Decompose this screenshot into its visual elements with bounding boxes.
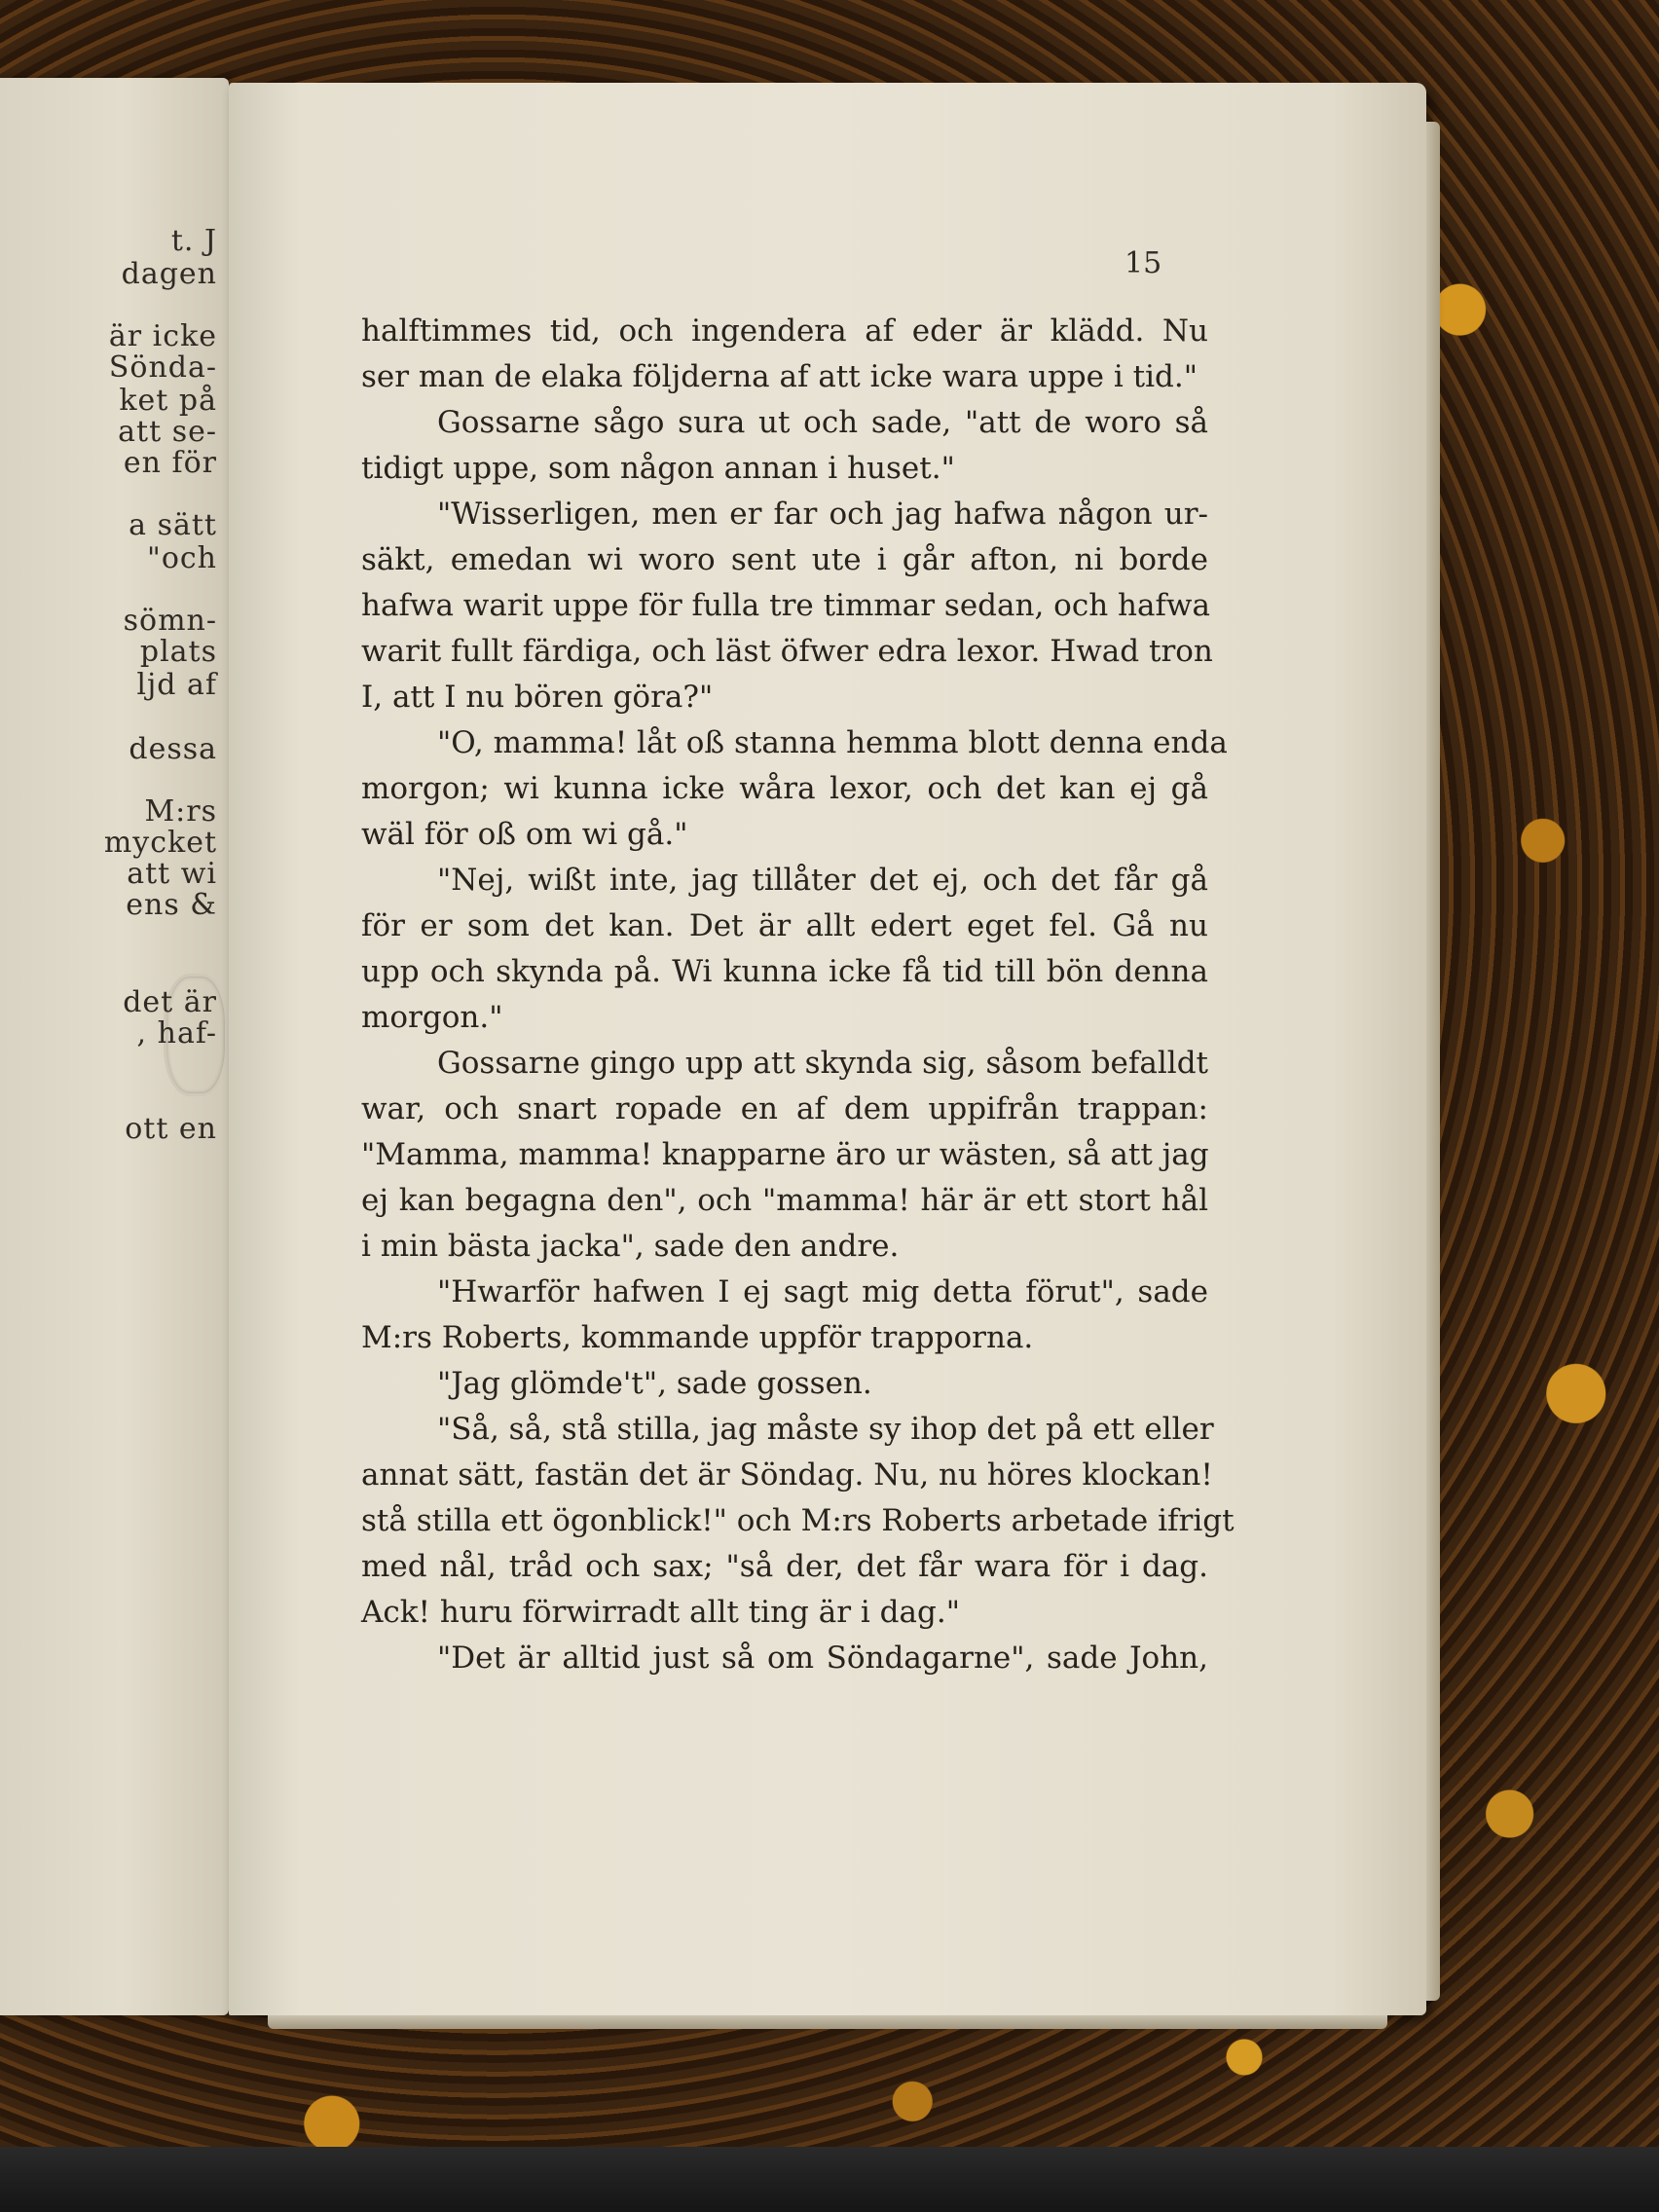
body-text xyxy=(361,309,1235,1681)
left-page-line: är icke xyxy=(108,319,217,353)
text-line: säkt, emedan wi woro sent ute i går afton, ni borde xyxy=(361,542,1208,577)
page-number: 15 xyxy=(1124,246,1162,280)
left-page-line: t. J xyxy=(170,224,217,258)
text-line: morgon." xyxy=(361,1000,503,1035)
left-page-line: Sönda- xyxy=(108,350,217,385)
text-line: i min bästa jacka", sade den andre. xyxy=(361,1229,900,1264)
text-line: wäl för oß om wi gå." xyxy=(361,817,688,852)
right-page xyxy=(229,83,1426,2015)
left-page-line: ljd af xyxy=(136,668,217,702)
left-page-line: att se- xyxy=(118,415,217,449)
left-page xyxy=(0,78,229,2015)
left-page-line: en för xyxy=(123,446,217,480)
left-page-line: dessa xyxy=(129,732,217,766)
text-line: "Nej, wißt inte, jag tillåter det ej, och det får gå xyxy=(437,863,1208,898)
text-line: halftimmes tid, och ingendera af eder är klädd. Nu xyxy=(361,313,1208,349)
desk-surface xyxy=(0,2147,1659,2212)
left-page-line: ket på xyxy=(119,384,217,418)
left-page-line: ott en xyxy=(125,1112,217,1146)
left-page-line: dagen xyxy=(121,257,217,291)
left-page-line: det är xyxy=(123,985,217,1019)
page-edge-bottom xyxy=(268,2015,1387,2029)
text-line: för er som det kan. Det är allt edert eget fel. Gå nu xyxy=(361,908,1208,943)
text-line: warit fullt färdiga, och läst öfwer edra lexor. Hwad tron xyxy=(361,634,1213,669)
text-line: tidigt uppe, som någon annan i huset." xyxy=(361,451,955,486)
text-line: "Mamma, mamma! knapparne äro ur wästen, så att jag xyxy=(361,1137,1209,1172)
text-line: Gossarne sågo sura ut och sade, "att de woro så xyxy=(437,405,1208,440)
text-line: Ack! huru förwirradt allt ting är i dag." xyxy=(361,1595,960,1630)
text-line: "Jag glömde't", sade gossen. xyxy=(437,1366,872,1401)
text-line: M:rs Roberts, kommande uppför trapporna. xyxy=(361,1320,1034,1355)
page-edge-right xyxy=(1426,122,1440,2001)
left-page-line: a sätt xyxy=(129,508,217,542)
text-line: "Det är alltid just så om Söndagarne", sade John, xyxy=(437,1641,1208,1676)
text-line: hafwa warit uppe för fulla tre timmar sedan, och hafwa xyxy=(361,588,1210,623)
left-page-line: , haf- xyxy=(136,1016,217,1051)
text-line: stå stilla ett ögonblick!" och M:rs Roberts arbetade ifrigt xyxy=(361,1503,1235,1538)
text-line: "Så, så, stå stilla, jag måste sy ihop det på ett eller xyxy=(437,1412,1214,1447)
text-line: ej kan begagna den", och "mamma! här är ett stort hål xyxy=(361,1183,1208,1218)
left-page-line: att wi xyxy=(127,857,217,891)
text-line: "O, mamma! låt oß stanna hemma blott denna enda xyxy=(437,725,1228,760)
left-page-line: ens & xyxy=(126,888,217,922)
left-page-line: mycket xyxy=(103,826,217,860)
text-line: upp och skynda på. Wi kunna icke få tid till bön denna xyxy=(361,954,1208,989)
left-page-line: sömn- xyxy=(123,604,217,638)
text-line: war, och snart ropade en af dem uppifrån trappan: xyxy=(361,1091,1208,1126)
left-page-line: M:rs xyxy=(144,794,217,829)
text-line: annat sätt, fastän det är Söndag. Nu, nu höres klockan! xyxy=(361,1457,1213,1493)
text-line: med nål, tråd och sax; "så der, det får wara för i dag. xyxy=(361,1549,1208,1584)
text-line: Gossarne gingo upp att skynda sig, såsom befalldt xyxy=(437,1046,1208,1081)
text-line: morgon; wi kunna icke wåra lexor, och det kan ej gå xyxy=(361,771,1208,806)
text-line: "Hwarför hafwen I ej sagt mig detta förut", sade xyxy=(437,1274,1208,1309)
left-page-line: "och xyxy=(147,541,217,575)
text-line: "Wisserligen, men er far och jag hafwa någon ur- xyxy=(437,497,1208,532)
text-line: ser man de elaka följderna af att icke wara uppe i tid." xyxy=(361,359,1198,394)
left-page-line: plats xyxy=(139,635,217,669)
text-line: I, att I nu bören göra?" xyxy=(361,680,714,715)
